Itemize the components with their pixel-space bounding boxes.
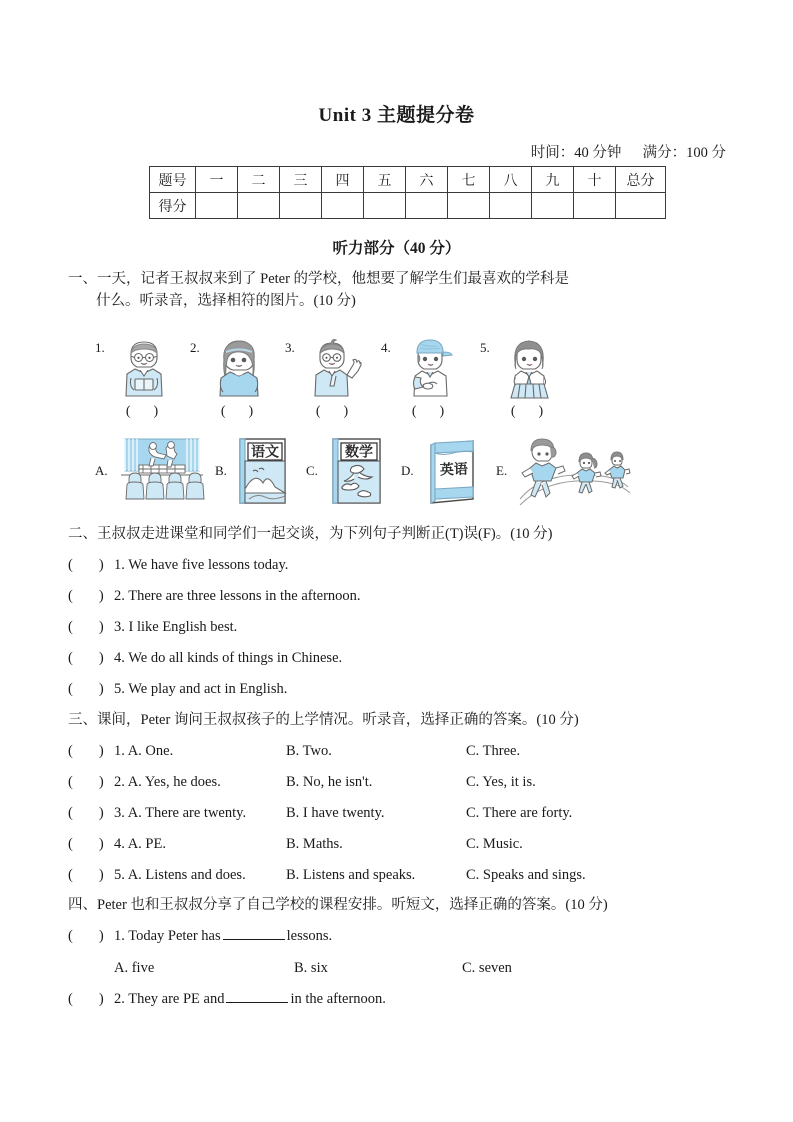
- answer-blank[interactable]: ( ): [68, 743, 104, 759]
- section-4-heading: 四、Peter 也和王叔叔分享了自己学校的课程安排。听短文，选择正确的答案。(10 分): [68, 897, 608, 913]
- section-3-item-2-option-a[interactable]: 2. A. Yes, he does.: [114, 774, 221, 790]
- option-picture-e[interactable]: [496, 437, 631, 509]
- score-table-col-10: 十: [574, 167, 616, 193]
- section-3-item-3-option-b[interactable]: B. I have twenty.: [286, 805, 385, 821]
- score-cell-8[interactable]: [490, 193, 532, 219]
- picture-item-5-index: 5.: [480, 340, 490, 355]
- section-4-item-1: [68, 926, 758, 946]
- section-3-item-5: [68, 865, 758, 885]
- score-table-col-5: 五: [364, 167, 406, 193]
- score-table: [149, 166, 666, 219]
- chinese-textbook-icon: [235, 437, 289, 505]
- section-4-item-2: [68, 989, 758, 1009]
- section-2-item-2-text: 2. There are three lessons in the afternoon.: [114, 588, 361, 604]
- picture-item-3-answer-blank[interactable]: ( ): [315, 404, 350, 419]
- option-picture-c-caption: 数学: [345, 443, 373, 460]
- option-picture-e-letter: E.: [496, 463, 508, 478]
- exam-time: 时间：40 分钟: [530, 145, 622, 161]
- section-4-item-1-option-a[interactable]: A. five: [114, 960, 155, 976]
- score-table-total-label: 总分: [616, 167, 666, 193]
- picture-item-5-answer-blank[interactable]: ( ): [510, 404, 545, 419]
- section-3-item-2-option-b[interactable]: B. No, he isn't.: [286, 774, 373, 790]
- section-2-item-1-text: 1. We have five lessons today.: [114, 557, 289, 573]
- section-3-item-4-option-b[interactable]: B. Maths.: [286, 836, 343, 852]
- score-table-header-row: [150, 167, 666, 193]
- section-3-heading: 三、课间，Peter 询问王叔叔孩子的上学情况。听录音，选择正确的答案。(10 分): [68, 712, 579, 728]
- section-2-item-5-text: 5. We play and act in English.: [114, 681, 288, 697]
- section-4-item-1-text-post: lessons.: [286, 928, 333, 944]
- answer-blank[interactable]: ( ): [68, 928, 104, 944]
- girl-long-hair-headband-icon: [208, 338, 270, 404]
- score-table-col-1: 一: [196, 167, 238, 193]
- score-table-row-label-1: 题号: [150, 167, 196, 193]
- section-3-item-3-option-a[interactable]: 3. A. There are twenty.: [114, 805, 247, 821]
- picture-item-2-answer-blank[interactable]: ( ): [220, 404, 255, 419]
- picture-item-1-index: 1.: [95, 340, 105, 355]
- picture-item-4[interactable]: [381, 338, 476, 430]
- option-picture-b-letter: B.: [215, 463, 227, 478]
- picture-item-3-index: 3.: [285, 340, 295, 355]
- option-picture-b[interactable]: [215, 437, 308, 509]
- exam-meta: [0, 141, 726, 162]
- section-2-item-5: [68, 679, 758, 699]
- section-4-item-1-option-c[interactable]: C. seven: [462, 960, 512, 976]
- section-1-heading-line2: 什么。听录音，选择相符的图片。(10 分): [96, 293, 356, 309]
- answer-blank[interactable]: ( ): [68, 681, 104, 697]
- picture-item-2[interactable]: [190, 338, 285, 430]
- score-cell-5[interactable]: [364, 193, 406, 219]
- section-2-item-1: [68, 555, 758, 575]
- score-table-col-8: 八: [490, 167, 532, 193]
- score-table-col-2: 二: [238, 167, 280, 193]
- children-running-track-icon: [518, 437, 630, 505]
- section-3-item-3: [68, 803, 758, 823]
- score-table-col-3: 三: [280, 167, 322, 193]
- score-table-col-7: 七: [448, 167, 490, 193]
- answer-blank[interactable]: ( ): [68, 557, 104, 573]
- section-3-item-5-option-a[interactable]: 5. A. Listens and does.: [114, 867, 246, 883]
- picture-item-1-answer-blank[interactable]: ( ): [125, 404, 160, 419]
- section-3-item-2-option-c[interactable]: C. Yes, it is.: [466, 774, 536, 790]
- section-3-item-1-option-b[interactable]: B. Two.: [286, 743, 332, 759]
- answer-blank[interactable]: ( ): [68, 588, 104, 604]
- score-cell-7[interactable]: [448, 193, 490, 219]
- page-title: Unit 3 主题提分卷: [318, 105, 475, 126]
- section-1-heading: [68, 268, 748, 312]
- section-1-heading-line1: 一、一天，记者王叔叔来到了 Peter 的学校，他想要了解学生们最喜欢的学科是: [68, 271, 570, 287]
- section-1-option-picture-strip: [95, 437, 655, 509]
- section-3-item-1: [68, 741, 758, 761]
- answer-blank[interactable]: ( ): [68, 991, 104, 1007]
- score-cell-9[interactable]: [532, 193, 574, 219]
- score-table-value-row: [150, 193, 666, 219]
- section-3-item-2: [68, 772, 758, 792]
- picture-item-3[interactable]: [285, 338, 380, 430]
- section-4-item-1-options: [68, 958, 793, 978]
- score-cell-2[interactable]: [238, 193, 280, 219]
- option-picture-a[interactable]: [95, 437, 215, 509]
- section-2-item-4: [68, 648, 758, 668]
- section-4-item-2-text-pre: 2. They are PE and: [114, 991, 225, 1007]
- option-picture-c[interactable]: [306, 437, 401, 509]
- picture-item-2-index: 2.: [190, 340, 200, 355]
- section-2-item-3-text: 3. I like English best.: [114, 619, 238, 635]
- section-2-item-2: [68, 586, 758, 606]
- fill-in-blank[interactable]: [223, 926, 285, 940]
- section-3-item-5-option-b[interactable]: B. Listens and speaks.: [286, 867, 416, 883]
- score-cell-1[interactable]: [196, 193, 238, 219]
- answer-blank[interactable]: ( ): [68, 836, 104, 852]
- score-cell-4[interactable]: [322, 193, 364, 219]
- classroom-stage-performance-icon: [113, 437, 211, 505]
- listening-part-banner: 听力部分（40 分）: [332, 240, 461, 257]
- score-cell-total[interactable]: [616, 193, 666, 219]
- section-3-item-4: [68, 834, 758, 854]
- section-2-item-3: [68, 617, 758, 637]
- option-picture-a-letter: A.: [95, 463, 108, 478]
- picture-item-4-answer-blank[interactable]: ( ): [411, 404, 446, 419]
- fill-in-blank[interactable]: [226, 989, 288, 1003]
- answer-blank[interactable]: ( ): [68, 774, 104, 790]
- boy-with-cap-pointing-icon: [399, 338, 461, 404]
- answer-blank[interactable]: ( ): [68, 867, 104, 883]
- boy-with-glasses-holding-book-icon: [113, 338, 175, 404]
- option-picture-b-caption: 语文: [251, 443, 279, 460]
- score-cell-10[interactable]: [574, 193, 616, 219]
- section-3-item-4-option-c[interactable]: C. Music.: [466, 836, 523, 852]
- picture-item-1[interactable]: [95, 338, 190, 430]
- maths-textbook-icon: [328, 437, 384, 505]
- score-cell-6[interactable]: [406, 193, 448, 219]
- picture-item-4-index: 4.: [381, 340, 391, 355]
- exam-full-marks: 满分：100 分: [642, 145, 726, 161]
- answer-blank[interactable]: ( ): [68, 805, 104, 821]
- option-picture-d-caption: 英语: [439, 460, 469, 478]
- section-2-item-4-text: 4. We do all kinds of things in Chinese.: [114, 650, 343, 666]
- answer-blank[interactable]: ( ): [68, 650, 104, 666]
- section-3-item-4-option-a[interactable]: 4. A. PE.: [114, 836, 166, 852]
- section-4-item-2-text-post: in the afternoon.: [290, 991, 386, 1007]
- option-picture-d[interactable]: [401, 437, 496, 509]
- score-table-row-label-2: 得分: [150, 193, 196, 219]
- section-2-heading: 二、王叔叔走进课堂和同学们一起交谈，为下列句子判断正(T)误(F)。(10 分): [68, 526, 553, 542]
- score-table-col-4: 四: [322, 167, 364, 193]
- section-4-item-1-text-pre: 1. Today Peter has: [114, 928, 221, 944]
- boy-glasses-raising-hand-icon: [303, 338, 365, 404]
- answer-blank[interactable]: ( ): [68, 619, 104, 635]
- picture-item-5[interactable]: [480, 338, 575, 430]
- section-4-item-1-option-b[interactable]: B. six: [294, 960, 328, 976]
- score-cell-3[interactable]: [280, 193, 322, 219]
- english-textbook-icon: [423, 437, 481, 505]
- section-1-picture-strip: [95, 338, 655, 430]
- score-table-col-9: 九: [532, 167, 574, 193]
- girl-short-hair-skirt-icon: [498, 338, 560, 404]
- section-3-item-1-option-c[interactable]: C. Three.: [466, 743, 521, 759]
- score-table-col-6: 六: [406, 167, 448, 193]
- section-3-item-3-option-c[interactable]: C. There are forty.: [466, 805, 573, 821]
- section-3-item-5-option-c[interactable]: C. Speaks and sings.: [466, 867, 586, 883]
- option-picture-d-letter: D.: [401, 463, 414, 478]
- section-3-item-1-option-a[interactable]: 1. A. One.: [114, 743, 174, 759]
- option-picture-c-letter: C.: [306, 463, 318, 478]
